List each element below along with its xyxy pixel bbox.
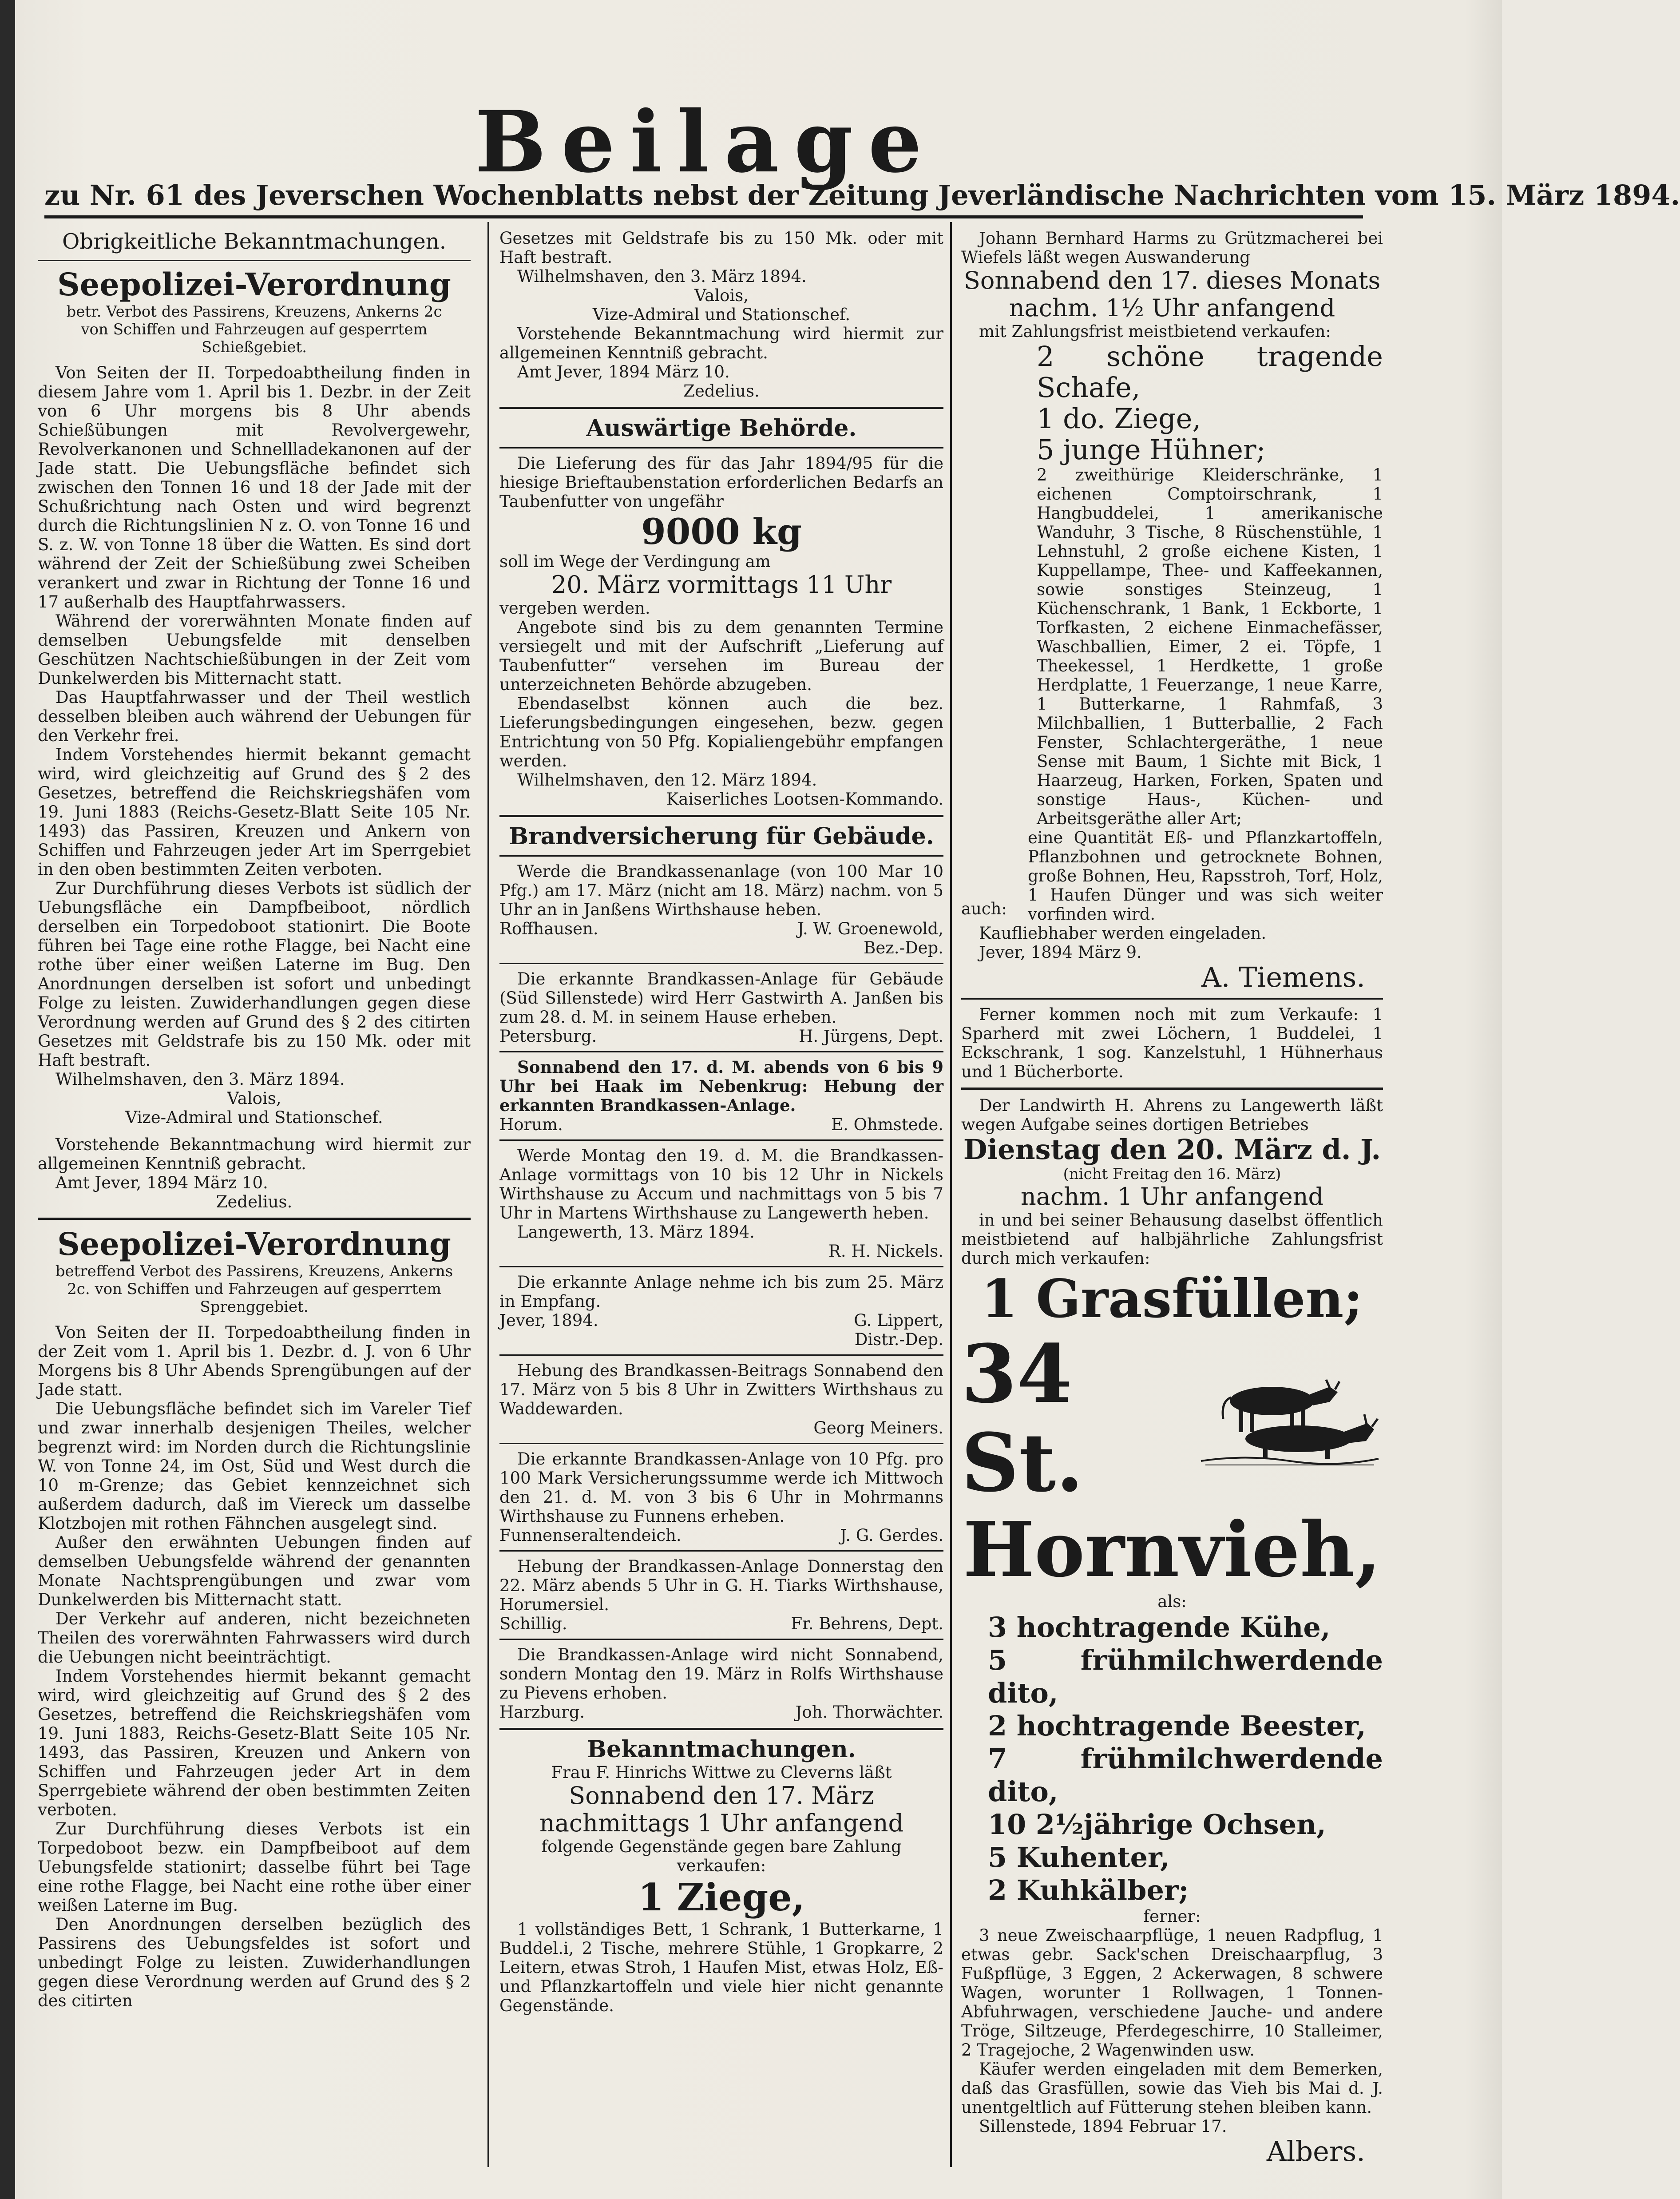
column-1 (38, 229, 471, 2010)
auction-1-time: nachm. 1½ Uhr anfangend (1009, 294, 1335, 322)
auswaertige-signature: Kaiserliches Lootsen-Kommando. (666, 790, 943, 809)
auction-1-item: 5 junge Hühner; (1037, 433, 1266, 466)
auction-2-list-item: 7 frühmilchwerdende dito, (988, 1743, 1383, 1808)
divider (961, 998, 1383, 1000)
brand-notice: Hebung des Brandkassen-Beitrags Sonnabend den 17. März von 5 bis 8 Uhr in Zwitters Wirthshaus zu Waddewarden. (499, 1361, 943, 1418)
brand-place: Langewerth, 13. März 1894. (517, 1223, 755, 1242)
verordnung-1-amt-signature: Zedelius. (216, 1192, 293, 1211)
auction-2-note: (nicht Freitag den 16. März) (1063, 1165, 1281, 1183)
continuation-signature: Valois, (694, 286, 749, 305)
divider (499, 1443, 943, 1444)
verordnung-1-para: Das Hauptfahrwasser und der Theil westlich desselben bleiben auch während der Uebungen für den Verkehr frei. (38, 688, 471, 745)
bekanntmachungen-title: Bekanntmachungen. (587, 1736, 856, 1763)
bekanntmachungen-intro: folgende Gegenstände gegen bare Zahlung verkaufen: (541, 1837, 902, 1875)
column-rule-1 (487, 222, 489, 2167)
brand-rank: Bez.-Dep. (864, 938, 943, 957)
continuation-rank: Vize-Admiral und Stationschef. (592, 305, 851, 324)
brand-place: Horum. (499, 1115, 563, 1134)
verordnung-2-para: Die Uebungsfläche befindet sich im Vareler Tief und zwar innerhalb desjenigen Theiles, welcher begrenzt wird: im Norden durch die Richtungslinie W. von Tonne 24, im Ost, Süd und West durch die 10 m-Grenze; das Gebiet kennzeichnet sich außerdem dadurch, daß im Viereck um dasselbe Klotzbojen mit rothen Fähnchen ausgelegt sind. (38, 1399, 471, 1533)
auction-2-intro: Der Landwirth H. Ahrens zu Langewerth läßt wegen Aufgabe seines dortigen Betriebes (961, 1096, 1383, 1134)
brand-signature: Joh. Thorwächter. (795, 1703, 943, 1722)
continuation-text: Gesetzes mit Geldstrafe bis zu 150 Mk. oder mit Haft bestraft. (499, 229, 943, 267)
auswaertige-title: Auswärtige Behörde. (586, 415, 857, 442)
verordnung-1-note: Vorstehende Bekanntmachung wird hiermit zur allgemeinen Kenntniß gebracht. (38, 1135, 471, 1173)
brand-notice: Die Brandkassen-Anlage wird nicht Sonnabend, sondern Montag den 19. März in Rolfs Wirthshause zu Pievens erhoben. (499, 1645, 943, 1703)
brand-place: Harzburg. (499, 1703, 585, 1722)
auction-2-grasfuellen: 1 Grasfüllen; (981, 1268, 1363, 1330)
verordnung-2-para: Indem Vorstehendes hiermit bekannt gemacht wird, wird gleichzeitig auf Grund des § 2 des Gesetzes, betreffend die Reichskriegshäfen vom 19. Juni 1883, Reichs-Gesetz-Blatt Seite 105 Nr. 1493, das Passiren, Kreuzen und Ankern von Schiffen und Fahrzeugen jeder Art in dem Sperrgebiete während der oben bestimmten Zeiten verboten. (38, 1667, 471, 1819)
auction-1-item: 2 schöne tragende Schafe, (1037, 340, 1383, 404)
auswaertige-para: soll im Wege der Verdingung am (499, 552, 771, 571)
divider (499, 855, 943, 857)
auction-1-place: Jever, 1894 März 9. (979, 943, 1142, 962)
auction-2-als: als: (1157, 1592, 1187, 1611)
verordnung-2-subtitle: betreffend Verbot des Passirens, Kreuzens, Ankerns 2c. von Schiffen und Fahrzeugen auf gesperrtem Sprenggebiet. (55, 1262, 453, 1316)
column-3 (961, 229, 1383, 2167)
masthead-title: Beilage (475, 92, 937, 191)
brand-notice: Werde Montag den 19. d. M. die Brandkassen-Anlage vormittags von 10 bis 12 Uhr in Nickels Wirthshause zu Accum und nachmittags von 5 bis 7 Uhr in Martens Wirthshause zu Langewerth heben. (499, 1146, 943, 1223)
bekanntmachungen-time: nachmittags 1 Uhr anfangend (539, 1809, 904, 1837)
continuation-note: Vorstehende Bekanntmachung wird hiermit zur allgemeinen Kenntniß gebracht. (499, 324, 943, 362)
auction-2-count: 34 St. (961, 1327, 1084, 1510)
bekanntmachungen-intro: Frau F. Hinrichs Wittwe zu Cleverns läßt (551, 1763, 892, 1782)
brand-notice: Die erkannte Brandkassen-Anlage für Gebäude (Süd Sillenstede) wird Herr Gastwirth A. Janßen bis zum 28. d. M. in seinem Hause erheben. (499, 969, 943, 1027)
auction-1-intro: Johann Bernhard Harms zu Grützmacherei bei Wiefels läßt wegen Auswanderung (961, 229, 1383, 267)
verordnung-1-rank: Vize-Admiral und Stationschef. (125, 1108, 383, 1127)
verordnung-1-para: Während der vorerwähnten Monate finden auf demselben Uebungsfelde mit denselben Geschützen Nachtschießübungen in der Zeit vom Dunkelwerden bis Mitternacht statt. (38, 611, 471, 688)
verordnung-1-para: Indem Vorstehendes hiermit bekannt gemacht wird, wird gleichzeitig auf Grund des § 2 des Gesetzes, betreffend die Reichskriegshäfen vom 19. Juni 1883 (Reichs-Gesetz-Blatt Seite 105 Nr. 1493) das Passiren, Kreuzen und Ankern von Schiffen und Fahrzeugen jeder Art im Sperrgebiet in den oben bestimmten Zeiten verboten. (38, 745, 471, 879)
brand-signature: R. H. Nickels. (828, 1242, 943, 1261)
bekanntmachungen-item: 1 Ziege, (638, 1875, 805, 1919)
verordnung-1-subtitle: betr. Verbot des Passirens, Kreuzens, Ankerns 2c von Schiffen und Fahrzeugen auf gesperrtem Schießgebiet. (66, 303, 442, 356)
auction-1-date: Sonnabend den 17. dieses Monats (963, 266, 1381, 294)
divider (499, 1639, 943, 1640)
verordnung-2-para: Der Verkehr auf anderen, nicht bezeichneten Theilen des vorerwähnten Fahrwassers wird durch die Uebungen nicht beeinträchtigt. (38, 1609, 471, 1667)
divider (499, 407, 943, 409)
auswaertige-place: Wilhelmshaven, den 12. März 1894. (517, 770, 817, 790)
auction-1-ferner: Ferner kommen noch mit zum Verkaufe: 1 Sparherd mit zwei Löchern, 1 Buddelei, 1 Eckschrank, 1 sog. Kanzelstuhl, 1 Hühnerhaus und 1 Bücherborte. (961, 1005, 1383, 1081)
bekanntmachungen-list: 1 vollständiges Bett, 1 Schrank, 1 Butterkarne, 1 Buddel.i, 2 Tische, mehrere Stühle, 1 Gropkarre, 2 Leitern, etwas Stroh, 1 Haufen Mist, etwas Holz, Eß- und Pflanzkartoffeln und viele hier nicht genannte Gegenstände. (499, 1920, 943, 2015)
brand-notice: Hebung der Brandkassen-Anlage Donnerstag den 22. März abends 5 Uhr in G. H. Tiarks Wirthshause, Horumersiel. (499, 1557, 943, 1614)
brand-signature: G. Lippert, (854, 1311, 943, 1330)
verordnung-1-signature: Valois, (227, 1089, 281, 1108)
verordnung-2-para: Zur Durchführung dieses Verbots ist ein Torpedoboot bezw. ein Dampfbeiboot auf dem Uebungsfelde stationirt; dasselbe führt bei Tage eine rothe Flagge, bei Nacht eine rothe über einer weißen Laterne im Bug. (38, 1819, 471, 1915)
divider (499, 1266, 943, 1267)
divider (499, 963, 943, 964)
auction-2-time: nachm. 1 Uhr anfangend (1020, 1183, 1324, 1211)
section-heading: Obrigkeitliche Bekanntmachungen. (62, 229, 446, 254)
divider (499, 1728, 943, 1730)
brand-notice: Werde die Brandkassenanlage (von 100 Mar 10 Pfg.) am 17. März (nicht am 18. März) nachm. von 5 Uhr an in Janßens Wirthshause heben. (499, 862, 943, 919)
auction-1-auch-label: auch: (961, 899, 1007, 918)
brand-signature: Georg Meiners. (813, 1418, 943, 1437)
divider (499, 1139, 943, 1141)
brand-signature: J. W. Groenewold, (797, 919, 943, 938)
divider (961, 1088, 1383, 1090)
verordnung-1-para: Von Seiten der II. Torpedoabtheilung finden in diesem Jahre vom 1. April bis 1. Dezbr. in der Zeit von 6 Uhr morgens bis 8 Uhr abends Schießübungen mit Revolvergewehr, Revolverkanonen und Schnellladekanonen auf der Jade statt. Die Uebungsfläche befindet sich zwischen den Tonnen 16 und 18 der Jade mit der Schußrichtung nach Osten und wird begrenzt durch die Richtungslinien N z. O. von Tonne 16 und S. z. W. von Tonne 18 über die Watten. Es sind dort während der Zeit der Schießübung zwei Scheiben verankert und zwar in Richtung der Tonne 16 und 17 außerhalb des Hauptfahrwassers. (38, 363, 471, 611)
header-rule (44, 215, 1363, 218)
brand-place: Roffhausen. (499, 919, 598, 938)
auction-2-list-item: 5 Kuhenter, (988, 1841, 1170, 1874)
divider (38, 260, 471, 261)
auction-2-list-item: 2 hochtragende Beester, (988, 1710, 1366, 1742)
auction-1-item: 1 do. Ziege, (1037, 402, 1201, 435)
column-rule-2 (950, 222, 952, 2167)
bekanntmachungen-date: Sonnabend den 17. März (569, 1782, 874, 1810)
auction-2-kaeufer: Käufer werden eingeladen mit dem Bemerken, daß das Grasfüllen, sowie das Vieh bis Mai d. J. unentgeltlich auf Fütterung stehen bleiben kann. (961, 2060, 1383, 2117)
auction-2-list-item: 10 2½jährige Ochsen, (988, 1808, 1326, 1841)
auction-1-signature: A. Tiemens. (1201, 961, 1365, 993)
auswaertige-para: Ebendaselbst können auch die bez. Lieferungsbedingungen eingesehen, bezw. gegen Entrichtung von 50 Pfg. Kopialiengebühr empfangen werden. (499, 694, 943, 770)
divider (499, 1550, 943, 1552)
brand-notice: Die erkannte Anlage nehme ich bis zum 25. März in Empfang. (499, 1273, 943, 1311)
divider (499, 815, 943, 817)
divider (499, 447, 943, 449)
brand-notice: Die erkannte Brandkassen-Anlage von 10 Pfg. pro 100 Mark Versicherungssumme werde ich Mittwoch den 21. d. M. von 3 bis 6 Uhr in Mohrmanns Wirthshause zu Funnens erheben. (499, 1449, 943, 1526)
divider (38, 1218, 471, 1220)
verordnung-1-place: Wilhelmshaven, den 3. März 1894. (55, 1070, 345, 1089)
binding-gutter (0, 0, 15, 2199)
brand-signature: H. Jürgens, Dept. (799, 1027, 943, 1046)
auswaertige-para: Angebote sind bis zu dem genannten Termine versiegelt und mit der Aufschrift „Lieferung auf Taubenfutter“ versehen im Bureau der unterzeichneten Behörde abzugeben. (499, 618, 943, 694)
brand-signature: J. G. Gerdes. (840, 1526, 943, 1545)
continuation-place: Wilhelmshaven, den 3. März 1894. (517, 267, 807, 286)
brand-place: Funnenseraltendeich. (499, 1526, 682, 1545)
brand-place: Jever, 1894. (499, 1311, 598, 1330)
auction-2-ferner-label: ferner: (1143, 1907, 1201, 1926)
verordnung-2-title: Seepolizei-Verordnung (57, 1226, 451, 1262)
verordnung-1-title: Seepolizei-Verordnung (57, 266, 451, 303)
auction-2-place: Sillenstede, 1894 Februar 17. (979, 2117, 1227, 2136)
auction-2-list-item: 3 hochtragende Kühe, (988, 1611, 1331, 1643)
continuation-amt-signature: Zedelius. (683, 381, 760, 401)
continuation-amt: Amt Jever, 1894 März 10. (517, 362, 730, 381)
auction-2-ferner: 3 neue Zweischaarpflüge, 1 neuen Radpflug, 1 etwas gebr. Sack'schen Dreischaarpflug, 3 Fußpflüge, 3 Eggen, 2 Ackerwagen, 8 schwere Wagen, worunter 1 Rollwagen, 1 Tonnen-Abfuhrwagen, verschiedene Jauche- und andere Tröge, Siltzeuge, Pferdegeschirre, 10 Stalleimer, 2 Tragejoche, 2 Wagenwinden usw. (961, 1926, 1383, 2060)
masthead-subline: zu Nr. 61 des Jeverschen Wochenblatts nebst der Zeitung Jeverländische Nachrichten vom 15. März 1894. (44, 179, 1680, 211)
auswaertige-date: 20. März vormittags 11 Uhr (551, 571, 892, 599)
auswaertige-para: Die Lieferung des für das Jahr 1894/95 für die hiesige Brieftaubenstation erforderlichen Bedarfs an Taubenfutter von ungefähr (499, 454, 943, 511)
auction-2-list-item: 5 frühmilchwerdende dito, (988, 1644, 1383, 1709)
brand-notice: Sonnabend den 17. d. M. abends von 6 bis 9 Uhr bei Haak im Nebenkrug: Hebung der erkannten Brandkassen-Anlage. (499, 1057, 943, 1115)
divider (499, 1354, 943, 1356)
auction-2-hornvieh: Hornvieh, (963, 1505, 1381, 1594)
brand-place: Schillig. (499, 1614, 567, 1633)
brand-signature: E. Ohmstede. (831, 1115, 943, 1134)
auswaertige-amount: 9000 kg (641, 511, 802, 552)
brand-title: Brandversicherung für Gebäude. (509, 823, 934, 850)
verordnung-2-para: Den Anordnungen derselben bezüglich des Passirens des Uebungsfeldes ist sofort und unbedingt Folge zu leisten. Zuwiderhandlungen gegen diese Verordnung werden auf Grund des § 2 des citirten (38, 1915, 471, 2010)
auction-2-date: Dienstag den 20. März d. J. (963, 1133, 1381, 1166)
brand-signature: Fr. Behrens, Dept. (791, 1614, 943, 1633)
column-2 (499, 229, 943, 2015)
verordnung-1-amt: Amt Jever, 1894 März 10. (55, 1173, 268, 1192)
auction-1-terms: mit Zahlungsfrist meistbietend verkaufen: (979, 322, 1331, 341)
auction-1-list: 2 zweithürige Kleiderschränke, 1 eichenen Comptoirschrank, 1 Hangbuddelei, 1 amerikanische Wanduhr, 3 Tische, 8 Rüschenstühle, 1 Lehnstuhl, 2 große eichene Kisten, 1 Kuppellampe, Thee- und Kaffeekannen, sowie sonstiges Steinzeug, 1 Küchenschrank, 1 Bank, 1 Eckborte, 1 Torfkasten, 2 eichene Einmachefässer, Waschballien, Eimer, 2 ei. Töpfe, 1 Theekessel, 1 Herdkette, 1 große Herdplatte, 1 Feuerzange, 1 neue Karre, 1 Butterkarne, 1 Rahmfaß, 3 Milchballien, 1 Butterballie, 2 Fach Fenster, Schlachtergeräthe, 1 neue Sense mit Baum, 1 Sichte mit Bick, 1 Haarzeug, Harken, Forken, Spaten und sonstige Haus-, Küchen- und Arbeitsgeräthe aller Art; (1037, 465, 1383, 828)
brand-place: Petersburg. (499, 1027, 597, 1046)
cattle-icon (1197, 1370, 1383, 1468)
auction-2-list-item: 2 Kuhkälber; (988, 1874, 1189, 1906)
verordnung-2-para: Von Seiten der II. Torpedoabtheilung finden in der Zeit vom 1. April bis 1. Dezbr. d. J. von 6 Uhr Morgens bis 8 Uhr Abends Sprengübungen auf der Jade statt. (38, 1323, 471, 1399)
brand-rank: Distr.-Dep. (854, 1330, 943, 1349)
verordnung-1-para: Zur Durchführung dieses Verbots ist südlich der Uebungsfläche ein Dampfbeiboot, nördlich derselben ein Torpedoboot stationirt. Die Boote führen bei Tage eine rothe Flagge, bei Nacht eine rothe über einer weißen Laterne im Bug. Den Anordnungen derselben ist sofort und unbedingt Folge zu leisten. Zuwiderhandlungen gegen diese Verordnung werden auf Grund des § 2 des citirten Gesetzes mit Geldstrafe bis zu 150 Mk. oder mit Haft bestraft. (38, 879, 471, 1070)
auswaertige-para: vergeben werden. (499, 599, 650, 618)
divider (499, 1051, 943, 1052)
auction-2-terms: in und bei seiner Behausung daselbst öffentlich meistbietend auf halbjährliche Zahlungsfrist durch mich verkaufen: (961, 1211, 1383, 1268)
auction-2-signature: Albers. (1266, 2135, 1365, 2167)
auction-1-invite: Kaufliebhaber werden eingeladen. (979, 924, 1267, 943)
auction-1-auch: eine Quantität Eß- und Pflanzkartoffeln, Pflanzbohnen und getrocknete Bohnen, große Bohnen, Heu, Rapsstroh, Torf, Holz, 1 Haufen Dünger und was sich weiter vorfinden wird. (1028, 828, 1383, 924)
verordnung-2-para: Außer den erwähnten Uebungen finden auf demselben Uebungsfelde während der genannten Monate Nachtsprengübungen und zwar vom Dunkelwerden bis Mitternacht statt. (38, 1533, 471, 1609)
